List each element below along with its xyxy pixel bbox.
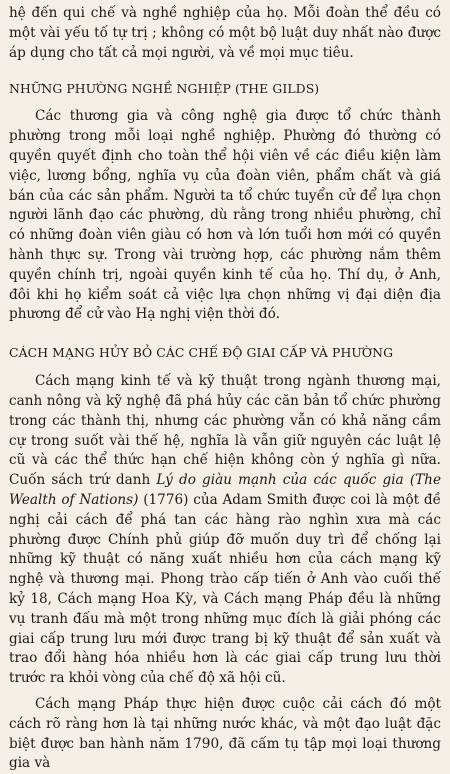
paragraph-french-revolution: Cách mạng Pháp thực hiện được cuộc cải cách đó một cách rõ ràng hơn là tại những nước khác, và một đạo luật đặc biệt được ban hành năm 1790, đã cấm tụ tập mọi loại thương gia và — [9, 695, 441, 772]
section-heading-gilds: NHỮNG PHƯỜNG NGHỀ NGHIỆP (THE GILDS) — [9, 81, 320, 97]
paragraph-continuation: hệ đến qui chế và nghề nghiệp của họ. Mỗi đoàn thể đều có một vài yếu tố tự trị ; không có một bộ luật duy nhất nào được áp dụng cho tất cả mọi người, và về mọi mục tiêu. — [9, 5, 441, 61]
paragraph-revolution — [9, 372, 441, 689]
paragraph-revolution-part1: Cách mạng kinh tế và kỹ thuật trong ngành thương mại, canh nông và kỹ nghệ đã phá hủy các căn bản tổ chức phường trong các thành thị, nhưng các phường vẫn có khả năng cầm cự trong suốt vài thế hệ, nghĩa là vẫn giữ nguyên các luật lệ cũ và các thể thức hạn chế hiện không còn ý nghĩa gì nữa. Cuốn sách trứ danh — [9, 373, 441, 489]
paragraph-gilds: Các thương gia và công nghệ gia được tổ chức thành phường trong mỗi loại nghề nghiệp. Phường đó thường có quyền quyết định cho toàn thể hội viên về các điều kiện làm việc, lương bổng, nghĩa vụ của đoàn viên, phẩm chất và giá bán của các sản phẩm. Người ta tổ chức tuyển cử để lựa chọn người lãnh đạo các phường, dù rằng trong nhiều phường, chỉ có những đoàn viên giàu có hơn và lớn tuổi hơn mới có quyền hành thực sự. Trong vài trường hợp, các phường nắm thêm quyền chính trị, ngoài quyền kinh tế của họ. Thí dụ, ở Anh, đôi khi họ kiểm soát cả việc lựa chọn những vị đại diện địa phương để cử vào Hạ nghị viện thời đó. — [9, 108, 441, 323]
book-title: Lý do giàu mạnh của các quốc gia (The Wealth of Nations) — [9, 472, 441, 508]
paragraph-revolution-part2: (1776) của Adam Smith được coi là một đề nghị cải cách để phá tan các hàng rào nghìn xưa mà các phường được Chính phủ giúp đỡ muốn duy trì để chống lại những kỹ thuật có năng xuất nhiều hơn của cách mạng kỹ nghệ và thương mại. Phong trào cấp tiến ở Anh vào cuối thế kỷ 18, Cách mạng Hoa Kỳ, và Cách mạng Pháp đều là những vụ tranh đấu mà một trong những mục đích là giải phóng các giai cấp trung lưu mới được trang bị kỹ thuật để sản xuất và trao đổi hàng hóa nhiều hơn là các giai cấp trung lưu thời trước ra khỏi vòng của chế độ xã hội cũ. — [9, 491, 441, 687]
section-heading-revolution: CÁCH MẠNG HỦY BỎ CÁC CHẾ ĐỘ GIAI CẤP VÀ PHƯỜNG — [9, 345, 394, 361]
